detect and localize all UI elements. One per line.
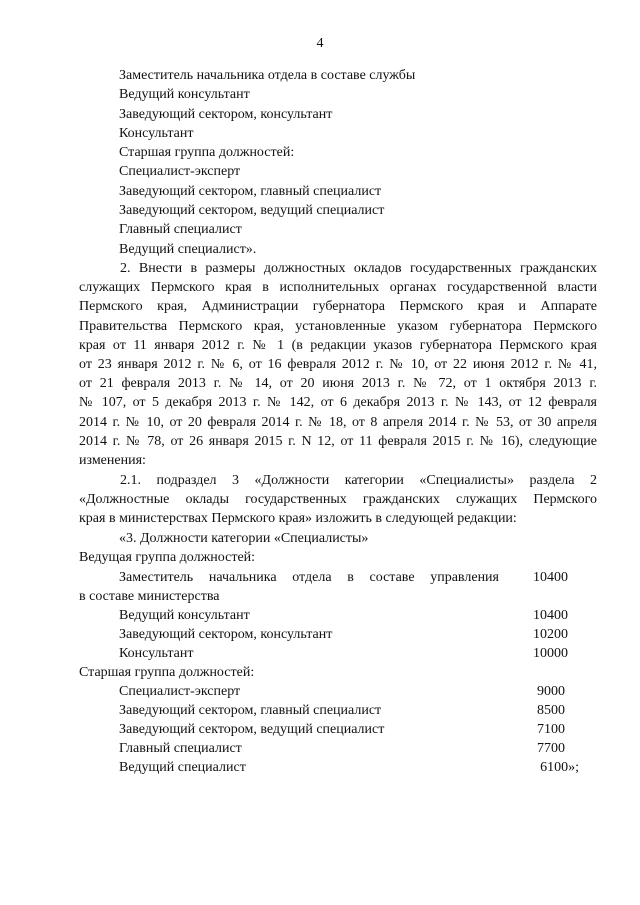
position-name: Ведущий специалист [119, 760, 246, 775]
page-number: 4 [316, 36, 324, 51]
position-name: Заведующий сектором, консультант [119, 627, 333, 642]
position-name: Заместитель начальника отдела в составе управления [119, 570, 499, 585]
list-item: Заведующий сектором, ведущий специалист [119, 203, 385, 219]
list-item: Заведующий сектором, консультант [119, 106, 333, 122]
section-heading: «3. Должности категории «Специалисты» [119, 531, 369, 546]
position-name: Ведущий консультант [119, 608, 250, 623]
table-row [0, 644, 640, 663]
paragraph-line: Пермского края, Администрации губернатора Пермского края и Аппарате [79, 299, 597, 315]
paragraph-line: края от 11 января 2012 г. № 1 (в редакции указов губернатора Пермского края [79, 337, 597, 353]
list-item: Заведующий сектором, главный специалист [119, 183, 382, 199]
paragraph-line: края в министерствах Пермского края» изложить в следующей редакции: [79, 511, 517, 527]
position-name: Заведующий сектором, ведущий специалист [119, 722, 385, 737]
salary-value: 7700 [537, 741, 565, 756]
salary-value: 7100 [537, 722, 565, 737]
position-name-continued: в составе министерства [79, 589, 220, 604]
salary-value: 10000 [533, 646, 568, 661]
paragraph-line: служащих Пермского края в исполнительных органах государственной власти [79, 280, 597, 296]
paragraph-line: Правительства Пермского края, установленные указом губернатора Пермского [79, 318, 597, 334]
paragraph-line: 2014 г. № 78, от 26 января 2015 г. N 12, от 11 февраля 2015 г. № 16), следующие [79, 433, 597, 449]
list-item: Ведущий консультант [119, 87, 250, 103]
table-row [0, 720, 640, 739]
list-item: Ведущий специалист». [119, 241, 257, 257]
paragraph-line: от 21 февраля 2013 г. № 14, от 20 июня 2013 г. № 72, от 1 октября 2013 г. [79, 376, 597, 392]
list-item: Главный специалист [119, 222, 242, 238]
paragraph-line: «Должностные оклады государственных гражданских служащих Пермского [79, 492, 597, 508]
position-list [119, 66, 415, 259]
list-item: Специалист-эксперт [119, 164, 241, 180]
paragraph-line: 2014 г. № 10, от 20 февраля 2014 г. № 18, от 8 апреля 2014 г. № 53, от 30 апреля [79, 414, 597, 430]
paragraph-line: от 23 января 2012 г. № 6, от 16 февраля 2012 г. № 10, от 22 июня 2012 г. № 41, [79, 356, 597, 372]
salary-value: 6100»; [540, 760, 579, 775]
paragraph-line: 2. Внести в размеры должностных окладов государственных гражданских [120, 261, 597, 276]
paragraph-line: 2.1. подраздел 3 «Должности категории «Специалисты» раздела 2 [120, 473, 597, 488]
group-heading-senior: Старшая группа должностей: [79, 665, 255, 680]
group-heading-leading: Ведущая группа должностей: [79, 550, 256, 565]
salary-value: 10400 [533, 608, 568, 623]
table-row [0, 739, 640, 758]
salary-value: 8500 [537, 703, 565, 718]
paragraph-line: изменения: [79, 452, 146, 468]
paragraph-2-1 [79, 471, 597, 529]
paragraph-2 [79, 259, 597, 470]
salary-value: 10400 [533, 570, 568, 585]
position-name: Заведующий сектором, главный специалист [119, 703, 382, 718]
salary-value-row [0, 568, 640, 587]
paragraph-line: № 107, от 5 декабря 2013 г. № 142, от 6 декабря 2013 г. № 143, от 12 февраля [79, 395, 597, 411]
table-row [0, 625, 640, 644]
table-row [0, 701, 640, 720]
salary-value: 10200 [533, 627, 568, 642]
position-name: Консультант [119, 646, 194, 661]
list-item: Консультант [119, 125, 194, 141]
list-item: Заместитель начальника отдела в составе службы [119, 68, 416, 83]
list-item: Старшая группа должностей: [119, 145, 295, 161]
table-row [0, 606, 640, 625]
position-name: Главный специалист [119, 741, 242, 756]
salary-value: 9000 [537, 684, 565, 699]
table-row [0, 682, 640, 701]
table-row [0, 758, 640, 777]
position-name: Специалист-эксперт [119, 684, 241, 699]
